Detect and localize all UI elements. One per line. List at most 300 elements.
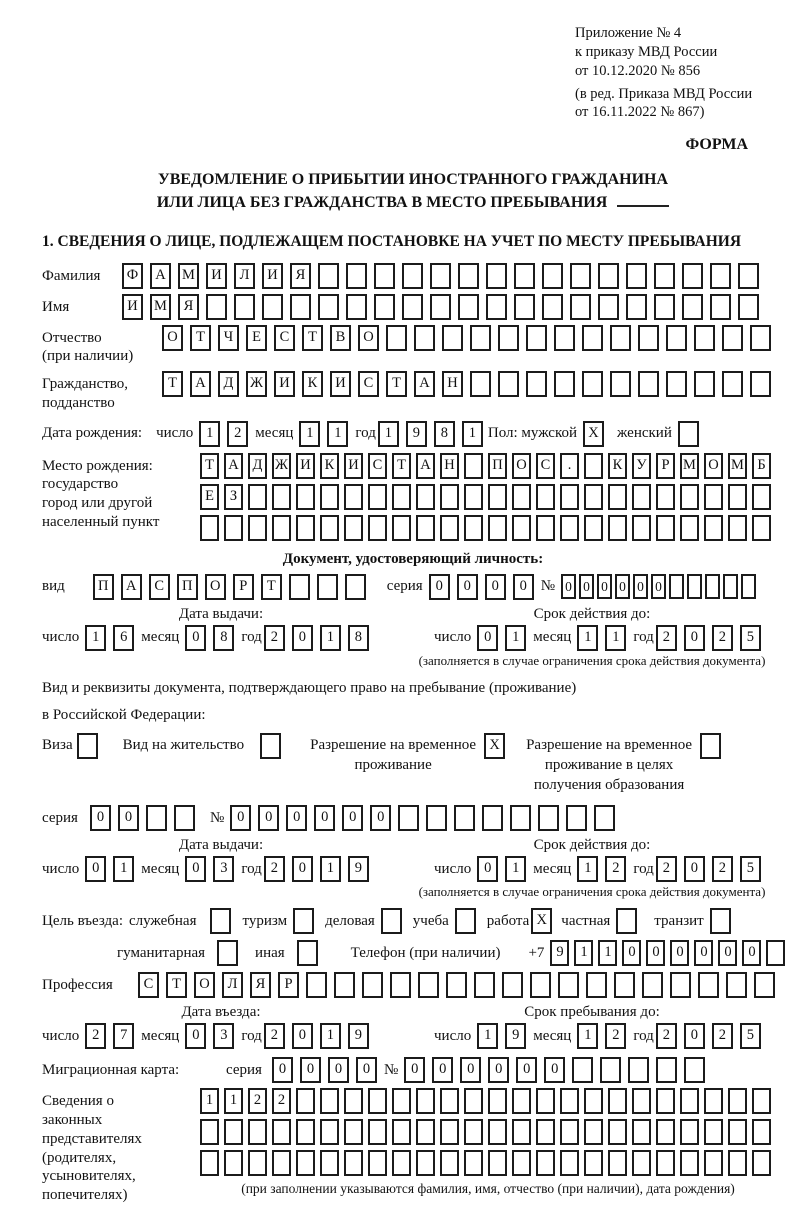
form-cell [638, 371, 659, 397]
birth-place-boxes [200, 453, 776, 546]
purpose-row [42, 908, 784, 934]
purpose-private-label: частная [561, 912, 611, 929]
form-cell: О [162, 325, 183, 351]
form-cell [344, 515, 363, 541]
form-cell [297, 940, 318, 966]
form-cell [582, 371, 603, 397]
valid-day-boxes [477, 856, 533, 882]
year-label: год [241, 860, 262, 877]
legal-reps-row [42, 1088, 784, 1205]
form-cell: 2 [712, 625, 733, 651]
form-cell [392, 515, 411, 541]
form-cell [738, 294, 759, 320]
form-cell [317, 574, 338, 600]
year-label: год [355, 425, 376, 442]
form-cell: Т [190, 325, 211, 351]
form-cell [426, 805, 447, 831]
issue-date-heading: Дата выдачи: [178, 837, 264, 854]
sex-male-checkbox [583, 421, 611, 447]
form-cell: 2 [712, 1023, 733, 1049]
form-cell [728, 1088, 747, 1114]
form-cell: 2 [85, 1023, 106, 1049]
form-cell: 0 [185, 856, 206, 882]
form-cell: К [320, 453, 339, 479]
title-blank-underline [617, 193, 669, 207]
entry-date [42, 1023, 400, 1049]
form-cell [694, 371, 715, 397]
form-cell [306, 972, 327, 998]
year-label: год [633, 1027, 654, 1044]
form-cell: Я [250, 972, 271, 998]
form-cell: Т [162, 371, 183, 397]
issue-year-boxes [264, 856, 376, 882]
identity-doc-dates [42, 625, 784, 651]
form-cell: А [416, 453, 435, 479]
form-cell [260, 733, 281, 759]
purpose-work-checkbox [531, 908, 559, 934]
form-cell [454, 805, 475, 831]
form-cell [414, 325, 435, 351]
form-cell: 0 [742, 940, 761, 966]
form-cell [381, 908, 402, 934]
form-cell: М [150, 294, 171, 320]
form-cell: 1 [320, 625, 341, 651]
birth-date-label: Дата рождения: [42, 425, 143, 442]
form-cell: 2 [656, 1023, 677, 1049]
purpose-business-label: служебная [128, 912, 197, 929]
identity-valid-date [434, 625, 768, 651]
form-cell [682, 263, 703, 289]
form-cell [217, 940, 238, 966]
form-cell: 0 [118, 805, 139, 831]
form-cell [752, 515, 771, 541]
form-cell: 0 [684, 1023, 705, 1049]
legal-reps-note: (при заполнении указываются фамилия, имя, отчество (при наличии), дата рождения) [241, 1181, 735, 1197]
form-cell: 9 [550, 940, 569, 966]
form-cell [710, 294, 731, 320]
form-cell [626, 294, 647, 320]
day-label: число [434, 629, 472, 646]
form-cell: 1 [113, 856, 134, 882]
form-cell: 0 [684, 856, 705, 882]
form-cell [554, 371, 575, 397]
issue-date-heading: Дата выдачи: [178, 605, 264, 622]
form-cell: 1 [462, 421, 483, 447]
form-cell [584, 1150, 603, 1176]
form-cell [440, 1088, 459, 1114]
form-cell [704, 1119, 723, 1145]
form-cell: 0 [286, 805, 307, 831]
form-cell [174, 805, 195, 831]
form-cell [680, 1119, 699, 1145]
form-cell [488, 1119, 507, 1145]
surname-label: Фамилия [42, 267, 101, 284]
form-cell [628, 1057, 649, 1083]
form-cell: 9 [505, 1023, 526, 1049]
form-cell [536, 484, 555, 510]
form-cell [272, 484, 291, 510]
form-cell: Ф [122, 263, 143, 289]
form-cell [470, 371, 491, 397]
form-cell [248, 1119, 267, 1145]
year-label: год [241, 629, 262, 646]
form-title [42, 168, 784, 214]
purpose-commercial-checkbox [381, 908, 409, 934]
migration-series-label: серия [226, 1061, 262, 1078]
form-cell [694, 325, 715, 351]
form-cell: 0 [90, 805, 111, 831]
annex-edit-line: (в ред. Приказа МВД России [575, 85, 753, 102]
form-cell [616, 908, 637, 934]
form-cell: 8 [348, 625, 369, 651]
section1-heading: 1. СВЕДЕНИЯ О ЛИЦЕ, ПОДЛЕЖАЩЕМ ПОСТАНОВКЕ НА УЧЕТ ПО МЕСТУ ПРЕБЫВАНИЯ [42, 232, 742, 250]
given-name-label: Имя [42, 298, 70, 315]
form-cell [608, 1119, 627, 1145]
migration-card-label: Миграционная карта: [42, 1061, 180, 1078]
form-cell: 0 [272, 1057, 293, 1083]
form-cell [614, 972, 635, 998]
option-temp-residence-education: Разрешение на временное проживание в целях получения образования [526, 733, 728, 796]
form-cell [570, 263, 591, 289]
form-cell: И [330, 371, 351, 397]
month-label: месяц [533, 860, 572, 877]
form-cell: 1 [320, 1023, 341, 1049]
stay-until-date [434, 1023, 768, 1049]
form-cell: 1 [577, 625, 598, 651]
identity-valid-note: (заполняется в случае ограничения срока действия документа) [418, 652, 766, 668]
form-cell: 1 [505, 856, 526, 882]
form-cell: Р [656, 453, 675, 479]
form-cell: 0 [485, 574, 506, 600]
form-cell [728, 484, 747, 510]
purpose-other-label: иная [255, 944, 285, 961]
form-cell [512, 515, 531, 541]
birth-year-boxes [378, 421, 490, 447]
form-cell [488, 484, 507, 510]
form-cell: 8 [213, 625, 234, 651]
form-cell [608, 1150, 627, 1176]
annex-line: к приказу МВД России [575, 43, 718, 60]
form-label: ФОРМА [685, 136, 748, 154]
form-title-line2: ИЛИ ЛИЦА БЕЗ ГРАЖДАНСТВА В МЕСТО ПРЕБЫВАНИЯ [156, 194, 608, 212]
form-cell: Ч [218, 325, 239, 351]
form-cell [486, 263, 507, 289]
form-cell [200, 515, 219, 541]
form-cell [752, 484, 771, 510]
form-cell: X [583, 421, 604, 447]
entry-stay-dates [42, 1023, 784, 1049]
form-cell: 9 [348, 856, 369, 882]
form-cell: С [536, 453, 555, 479]
form-cell [474, 972, 495, 998]
sex-female-label: женский [617, 425, 672, 442]
phone-boxes [550, 940, 790, 966]
migration-number-boxes [404, 1057, 712, 1083]
form-cell [536, 1119, 555, 1145]
residence-valid-date [434, 856, 768, 882]
form-cell [560, 484, 579, 510]
form-cell [416, 1119, 435, 1145]
purpose-label: Цель въезда: [42, 912, 123, 929]
issue-day-boxes [85, 856, 141, 882]
form-cell [446, 972, 467, 998]
form-cell [526, 371, 547, 397]
form-cell [514, 263, 535, 289]
form-cell [654, 294, 675, 320]
form-cell [726, 972, 747, 998]
form-cell [510, 805, 531, 831]
form-cell: . [560, 453, 579, 479]
form-cell [320, 1150, 339, 1176]
form-cell: Т [166, 972, 187, 998]
form-cell [598, 294, 619, 320]
form-cell: А [190, 371, 211, 397]
form-cell: 2 [605, 1023, 626, 1049]
purpose-private-checkbox [616, 908, 644, 934]
surname-row [42, 263, 784, 289]
form-cell [320, 515, 339, 541]
form-cell [368, 484, 387, 510]
form-cell: 5 [740, 856, 761, 882]
form-cell: 1 [505, 625, 526, 651]
form-cell: 8 [434, 421, 455, 447]
form-cell [560, 1088, 579, 1114]
profession-label: Профессия [42, 976, 113, 993]
issue-month-boxes [185, 856, 241, 882]
form-cell [346, 263, 367, 289]
sex-female-checkbox [678, 421, 706, 447]
form-cell: Т [302, 325, 323, 351]
form-cell [392, 1088, 411, 1114]
form-cell [536, 1088, 555, 1114]
form-cell [374, 263, 395, 289]
form-cell [670, 972, 691, 998]
residence-issue-date [42, 856, 400, 882]
form-cell: 0 [370, 805, 391, 831]
form-cell: 2 [712, 856, 733, 882]
legal-reps-line2 [200, 1119, 776, 1145]
form-cell [512, 484, 531, 510]
form-cell: Д [218, 371, 239, 397]
form-cell: 0 [670, 940, 689, 966]
purpose-study-checkbox [455, 908, 483, 934]
form-cell: О [205, 574, 226, 600]
doc-kind-boxes [93, 574, 373, 600]
form-cell [248, 1150, 267, 1176]
form-cell [362, 972, 383, 998]
form-cell: 2 [248, 1088, 267, 1114]
option-visa: Виза [42, 733, 105, 759]
month-label: месяц [141, 629, 180, 646]
month-label: месяц [533, 629, 572, 646]
form-cell [582, 325, 603, 351]
form-cell [262, 294, 283, 320]
form-cell: 0 [516, 1057, 537, 1083]
legal-reps-line3 [200, 1150, 776, 1176]
form-cell: 1 [224, 1088, 243, 1114]
form-cell [318, 294, 339, 320]
form-cell: Н [442, 371, 463, 397]
form-cell [554, 325, 575, 351]
citizenship-label: Гражданство, подданство [42, 376, 129, 411]
form-cell [687, 574, 702, 599]
form-cell [584, 453, 603, 479]
form-cell [586, 972, 607, 998]
residence-doc-series-row [42, 805, 784, 831]
birth-place-line3 [200, 515, 776, 541]
number-label: № [209, 809, 225, 826]
legal-reps-line1 [200, 1088, 776, 1114]
form-cell: С [358, 371, 379, 397]
option-temp-residence: Разрешение на временное проживание X [310, 733, 512, 776]
form-cell [705, 574, 720, 599]
form-cell [632, 1150, 651, 1176]
form-cell: 1 [378, 421, 399, 447]
form-cell: 0 [230, 805, 251, 831]
form-cell: 0 [561, 574, 576, 599]
patronymic-boxes [162, 325, 778, 351]
form-cell: 2 [264, 1023, 285, 1049]
form-cell [344, 1150, 363, 1176]
form-cell [728, 1119, 747, 1145]
form-cell [272, 1119, 291, 1145]
form-cell [666, 371, 687, 397]
form-cell: 2 [656, 625, 677, 651]
form-cell [542, 263, 563, 289]
form-cell [200, 1119, 219, 1145]
residence-doc-date-headers [42, 837, 784, 854]
form-cell: 0 [314, 805, 335, 831]
form-cell [684, 1057, 705, 1083]
form-cell: 1 [199, 421, 220, 447]
form-cell: И [274, 371, 295, 397]
purpose-business-checkbox [210, 908, 238, 934]
form-cell: 2 [264, 625, 285, 651]
form-cell [334, 972, 355, 998]
form-cell: С [274, 325, 295, 351]
doc-number-boxes [561, 574, 759, 599]
form-cell [638, 325, 659, 351]
form-cell [368, 1150, 387, 1176]
form-cell [418, 972, 439, 998]
form-cell: Р [278, 972, 299, 998]
form-cell [526, 325, 547, 351]
form-cell [698, 972, 719, 998]
doc-kind-label: вид [42, 578, 65, 595]
form-cell [678, 421, 699, 447]
form-cell: С [368, 453, 387, 479]
year-label: год [633, 860, 654, 877]
doc-series-label: серия [386, 578, 423, 595]
form-cell: 0 [292, 1023, 313, 1049]
form-cell: Л [234, 263, 255, 289]
form-cell [320, 1088, 339, 1114]
form-cell: 0 [633, 574, 648, 599]
form-cell [570, 294, 591, 320]
form-cell: Я [290, 263, 311, 289]
birth-date-row [42, 421, 784, 447]
form-cell: 3 [213, 1023, 234, 1049]
purpose-tourism-label: туризм [242, 912, 288, 929]
birth-month-boxes [299, 421, 355, 447]
form-cell: М [728, 453, 747, 479]
valid-month-boxes [577, 625, 633, 651]
form-cell: 5 [740, 1023, 761, 1049]
form-cell [289, 574, 310, 600]
annex-edit-line: от 16.11.2022 № 867) [575, 104, 705, 121]
purpose-humanitarian-label: гуманитарная [117, 944, 206, 961]
form-cell: А [224, 453, 243, 479]
form-cell: М [680, 453, 699, 479]
form-cell: П [177, 574, 198, 600]
form-cell [206, 294, 227, 320]
form-cell [416, 515, 435, 541]
form-cell [368, 515, 387, 541]
form-cell [666, 325, 687, 351]
form-cell [680, 1150, 699, 1176]
form-cell: 0 [429, 574, 450, 600]
form-cell [296, 484, 315, 510]
form-cell [224, 1150, 243, 1176]
residence-series-boxes [90, 805, 202, 831]
migration-number-label: № [383, 1061, 399, 1078]
form-cell [723, 574, 738, 599]
form-cell: 7 [113, 1023, 134, 1049]
form-cell [608, 484, 627, 510]
form-cell [560, 1119, 579, 1145]
form-cell [642, 972, 663, 998]
form-cell: 0 [579, 574, 594, 599]
form-cell: Т [392, 453, 411, 479]
legal-reps-label: Сведения о законных представителях (родителях, усыновителях, попечителях) [42, 1093, 142, 1204]
form-cell: И [206, 263, 227, 289]
month-label: месяц [141, 1027, 180, 1044]
form-cell: Б [752, 453, 771, 479]
form-cell: Ж [272, 453, 291, 479]
option-residence-permit: Вид на жительство [123, 733, 288, 759]
form-cell: X [484, 733, 505, 759]
form-cell [584, 515, 603, 541]
form-cell [538, 805, 559, 831]
form-cell [464, 1119, 483, 1145]
form-cell: 9 [406, 421, 427, 447]
form-cell: 1 [598, 940, 617, 966]
form-cell [502, 972, 523, 998]
form-cell [738, 263, 759, 289]
residence-valid-note: (заполняется в случае ограничения срока действия документа) [418, 884, 766, 900]
purpose-humanitarian-checkbox [217, 940, 245, 966]
form-cell [512, 1150, 531, 1176]
form-cell: О [512, 453, 531, 479]
form-cell [680, 515, 699, 541]
form-cell [498, 371, 519, 397]
form-cell [656, 1057, 677, 1083]
form-cell [296, 1150, 315, 1176]
form-cell [656, 515, 675, 541]
purpose-commercial-label: деловая [325, 912, 375, 929]
form-cell [514, 294, 535, 320]
form-cell [584, 484, 603, 510]
form-cell [440, 1150, 459, 1176]
form-cell: 1 [299, 421, 320, 447]
form-cell [680, 484, 699, 510]
form-cell [704, 484, 723, 510]
form-cell: 0 [477, 856, 498, 882]
sex-male-label: Пол: мужской [487, 425, 578, 442]
form-cell: К [302, 371, 323, 397]
form-cell: 1 [574, 940, 593, 966]
form-cell: А [150, 263, 171, 289]
